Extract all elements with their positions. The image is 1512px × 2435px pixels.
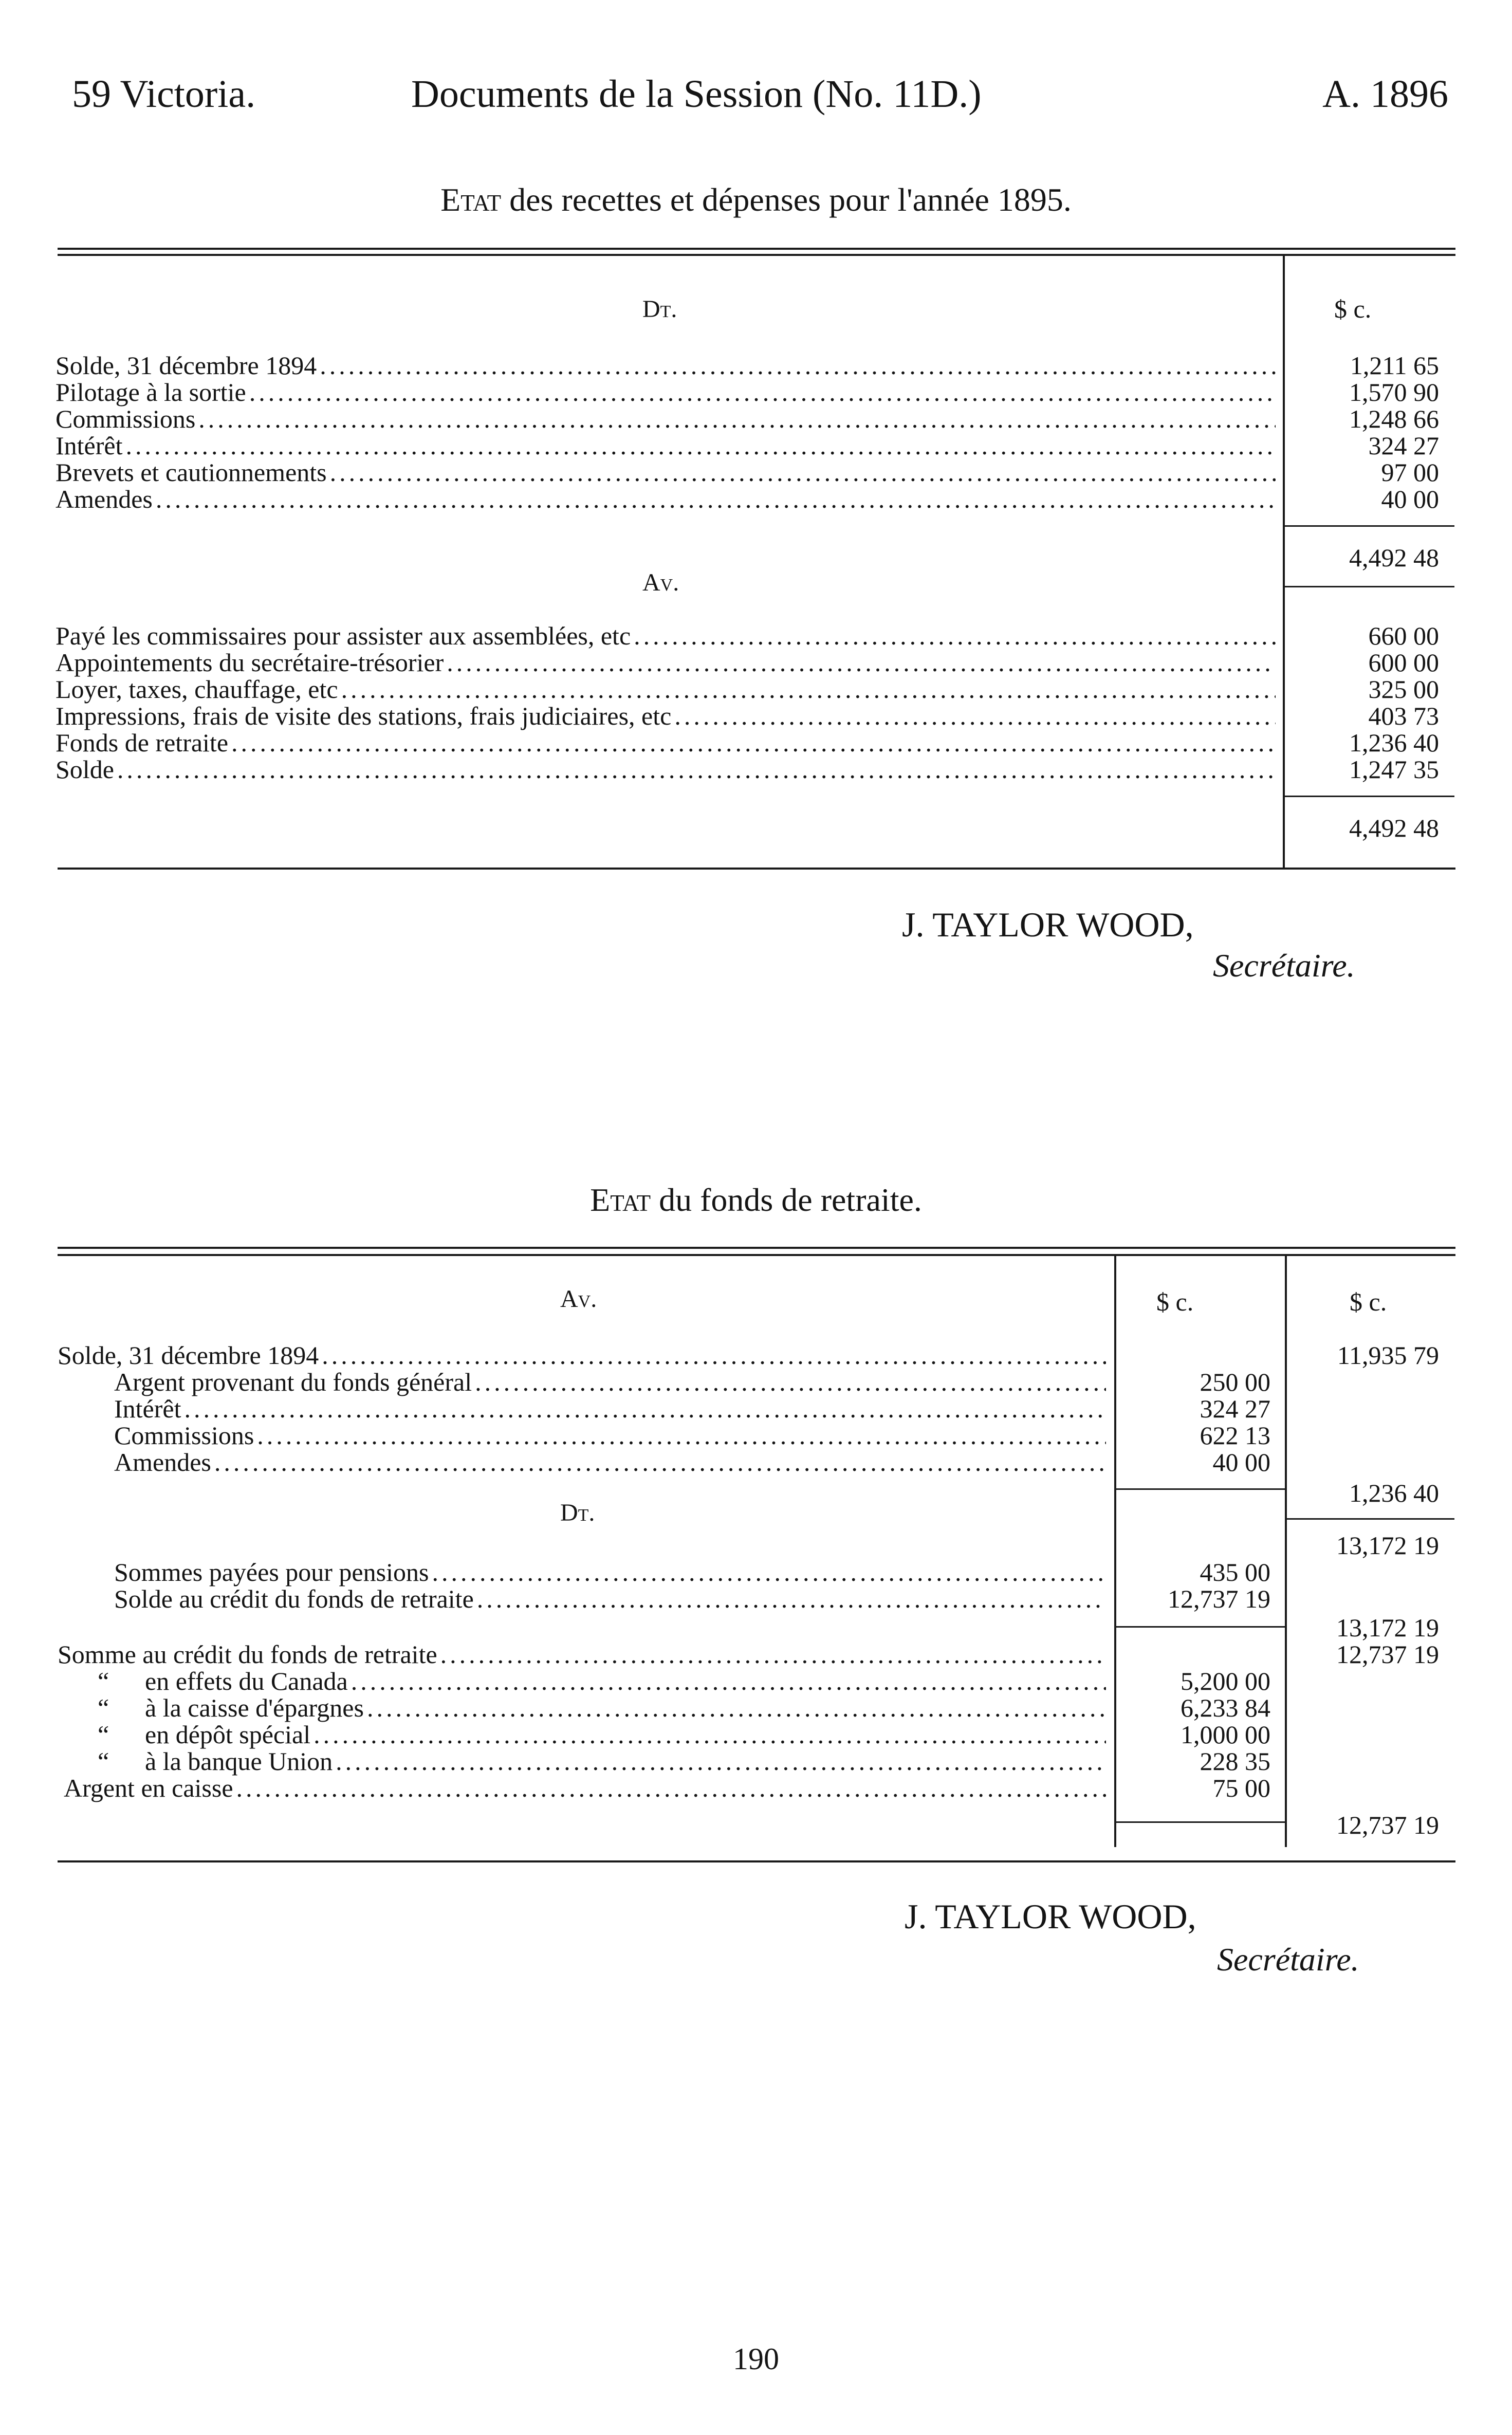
statement2-detail-amount: 228 35 [1200, 1747, 1270, 1776]
row-label: Intérêt [56, 431, 123, 460]
row-label: Argent en caisse [64, 1774, 233, 1802]
statement1-bottom-rule [58, 868, 1455, 870]
ditto-mark: “ [98, 1693, 109, 1722]
dot-leader [475, 1368, 1106, 1396]
statement2-col2-rule-1 [1287, 1518, 1454, 1520]
row-label: Solde [56, 755, 114, 784]
statement1-debit-row [56, 405, 1276, 433]
row-label: Commissions [56, 404, 196, 433]
statement2-debit-row [114, 1585, 1106, 1613]
statement2-title [0, 1181, 1512, 1219]
statement2-somme-amount: 12,737 19 [1336, 1640, 1439, 1669]
statement2-col2-label: $ c. [1350, 1287, 1387, 1316]
statement2-title-rest: du fonds de retraite. [659, 1182, 922, 1218]
statement2-final-total: 12,737 19 [1336, 1811, 1439, 1839]
statement2-debit-total: 13,172 19 [1336, 1613, 1439, 1642]
row-label: Solde, 31 décembre 1894 [56, 351, 317, 380]
statement2-credit-subtotal: 1,236 40 [1349, 1479, 1439, 1507]
statement1-title-rest: des recettes et dépenses pour l'année 1895. [509, 181, 1072, 218]
row-label: en dépôt spécial [145, 1720, 311, 1749]
statement1-signature-name: J. TAYLOR WOOD, [902, 905, 1194, 944]
statement1-credit-amount: 1,236 40 [1349, 728, 1439, 757]
row-label: Payé les commissaires pour assister aux assemblées, etc [56, 621, 631, 650]
statement1-credit-row [56, 729, 1276, 757]
statement1-credit-amount: 325 00 [1368, 675, 1439, 704]
row-label: Appointements du secrétaire-trésorier [56, 648, 444, 677]
statement2-credit-amount: 250 00 [1200, 1368, 1270, 1396]
statement1-credit-amount: 660 00 [1368, 621, 1439, 650]
statement1-title-prefix: Etat [440, 181, 502, 218]
header-volume: 59 Victoria. [72, 72, 256, 116]
statement2-caisse-amount: 75 00 [1212, 1774, 1270, 1802]
statement2-detail-row [98, 1667, 1106, 1695]
dot-leader [674, 702, 1276, 730]
dot-leader [156, 485, 1276, 513]
row-label: Commissions [114, 1421, 254, 1450]
statement1-credit-row [56, 675, 1276, 703]
row-label: Loyer, taxes, chauffage, etc [56, 675, 338, 704]
row-label: Argent provenant du fonds général [114, 1368, 472, 1396]
statement1-currency-label: $ c. [1334, 294, 1372, 323]
row-label: à la banque Union [145, 1747, 333, 1776]
statement2-bottom-rule [58, 1860, 1455, 1862]
statement2-credit-heading: Av. [560, 1285, 597, 1313]
statement2-credit-row [114, 1368, 1106, 1396]
statement2-debit-row [114, 1558, 1106, 1586]
statement2-solde-line [58, 1341, 1106, 1369]
row-label: Fonds de retraite [56, 728, 229, 757]
row-label: Amendes [114, 1448, 211, 1477]
row-label: Solde au crédit du fonds de retraite [114, 1584, 474, 1613]
statement1-credit-amount: 600 00 [1368, 648, 1439, 677]
statement1-credit-sum-rule [1285, 796, 1454, 797]
dot-leader [314, 1721, 1106, 1748]
row-label: Pilotage à la sortie [56, 378, 246, 407]
statement1-debit-row [56, 352, 1276, 379]
statement1-debit-amount: 1,248 66 [1349, 404, 1439, 433]
dot-leader [330, 458, 1276, 486]
row-label: Amendes [56, 485, 153, 513]
row-label: Impressions, frais de visite des stations, frais judiciaires, etc [56, 702, 672, 730]
statement2-credit-row [114, 1395, 1106, 1423]
dot-leader [117, 755, 1276, 783]
ditto-mark: “ [98, 1720, 109, 1749]
dot-leader [125, 432, 1276, 459]
statement1-debit-row [56, 485, 1276, 513]
row-label: à la caisse d'épargnes [145, 1693, 364, 1722]
statement1-debit-row [56, 378, 1276, 406]
statement1-credit-row [56, 702, 1276, 730]
statement1-debit-row [56, 432, 1276, 459]
statement1-top-rule-2 [58, 254, 1455, 256]
statement2-somme-line [58, 1640, 1106, 1668]
dot-leader [341, 675, 1276, 703]
statement2-credit-row [114, 1422, 1106, 1449]
statement1-debit-amount: 1,570 90 [1349, 378, 1439, 407]
dot-leader [214, 1448, 1106, 1476]
dot-leader [351, 1667, 1106, 1695]
page-number: 190 [733, 2342, 779, 2376]
statement2-detail-amount: 1,000 00 [1181, 1720, 1270, 1749]
dot-leader [249, 378, 1276, 406]
ditto-mark: “ [98, 1747, 109, 1776]
statement2-signature-role: Secrétaire. [1217, 1941, 1359, 1978]
statement2-detail-row [98, 1694, 1106, 1722]
dot-leader [336, 1747, 1106, 1775]
statement2-debit-amount: 12,737 19 [1168, 1584, 1270, 1613]
statement2-credit-amount: 622 13 [1200, 1421, 1270, 1450]
dot-leader [184, 1395, 1106, 1423]
statement1-credit-amount: 1,247 35 [1349, 755, 1439, 784]
statement1-credit-row [56, 649, 1276, 676]
dot-leader [322, 1341, 1106, 1369]
statement2-credit-amount: 324 27 [1200, 1394, 1270, 1423]
dot-leader [257, 1422, 1106, 1449]
header-year: A. 1896 [1322, 72, 1448, 116]
row-label: Brevets et cautionnements [56, 458, 327, 487]
statement1-title [0, 181, 1512, 219]
dot-leader [320, 352, 1276, 379]
statement1-signature-role: Secrétaire. [1213, 947, 1355, 984]
row-label: en effets du Canada [145, 1667, 348, 1695]
statement2-detail-amount: 6,233 84 [1181, 1693, 1270, 1722]
statement1-debit-total: 4,492 48 [1349, 543, 1439, 572]
dot-leader [447, 649, 1276, 676]
dot-leader [367, 1694, 1106, 1722]
statement2-solde-amount: 11,935 79 [1337, 1341, 1439, 1370]
statement2-col1-rule-3 [1116, 1821, 1285, 1823]
dot-leader [477, 1585, 1106, 1613]
statement1-credit-amount: 403 73 [1368, 702, 1439, 730]
statement1-debit-amount: 40 00 [1381, 485, 1439, 513]
statement1-debit-row [56, 458, 1276, 486]
statement1-top-rule [58, 248, 1455, 250]
dot-leader [236, 1774, 1106, 1802]
statement2-detail-row [98, 1747, 1106, 1775]
statement1-debit-sum-rule [1285, 525, 1454, 527]
statement1-credit-row [56, 755, 1276, 783]
statement2-top-rule-2 [58, 1254, 1455, 1256]
row-label: Somme au crédit du fonds de retraite [58, 1640, 437, 1669]
statement2-top-rule [58, 1247, 1455, 1249]
statement1-credit-heading: Av. [642, 569, 679, 596]
statement2-credit-total: 13,172 19 [1336, 1531, 1439, 1560]
statement1-debit-amount: 324 27 [1368, 431, 1439, 460]
statement2-debit-heading: Dt. [560, 1499, 595, 1526]
row-label: Intérêt [114, 1394, 181, 1423]
row-label: Sommes payées pour pensions [114, 1558, 429, 1587]
statement2-col1-rule-1 [1116, 1488, 1285, 1490]
statement2-title-prefix: Etat [590, 1182, 651, 1218]
row-label: Solde, 31 décembre 1894 [58, 1341, 319, 1370]
ditto-mark: “ [98, 1667, 109, 1695]
statement1-debit-total-rule [1285, 586, 1454, 587]
dot-leader [440, 1640, 1106, 1668]
statement2-caisse-row [64, 1774, 1106, 1802]
statement1-credit-total: 4,492 48 [1349, 814, 1439, 842]
statement2-debit-amount: 435 00 [1200, 1558, 1270, 1587]
statement2-col1-label: $ c. [1156, 1287, 1194, 1316]
statement2-detail-row [98, 1721, 1106, 1748]
statement1-credit-row [56, 622, 1276, 650]
statement2-col1-rule-2 [1116, 1626, 1285, 1628]
dot-leader [432, 1558, 1106, 1586]
statement2-credit-amount: 40 00 [1212, 1448, 1270, 1477]
statement1-debit-amount: 1,211 65 [1350, 351, 1439, 380]
dot-leader [634, 622, 1276, 650]
statement1-debit-heading: Dt. [642, 296, 677, 323]
statement2-credit-row [114, 1448, 1106, 1476]
dot-leader [231, 729, 1276, 757]
dot-leader [198, 405, 1276, 433]
statement2-detail-amount: 5,200 00 [1181, 1667, 1270, 1695]
statement1-debit-amount: 97 00 [1381, 458, 1439, 487]
header-document-title: Documents de la Session (No. 11D.) [411, 72, 982, 116]
statement2-signature-name: J. TAYLOR WOOD, [905, 1897, 1196, 1936]
